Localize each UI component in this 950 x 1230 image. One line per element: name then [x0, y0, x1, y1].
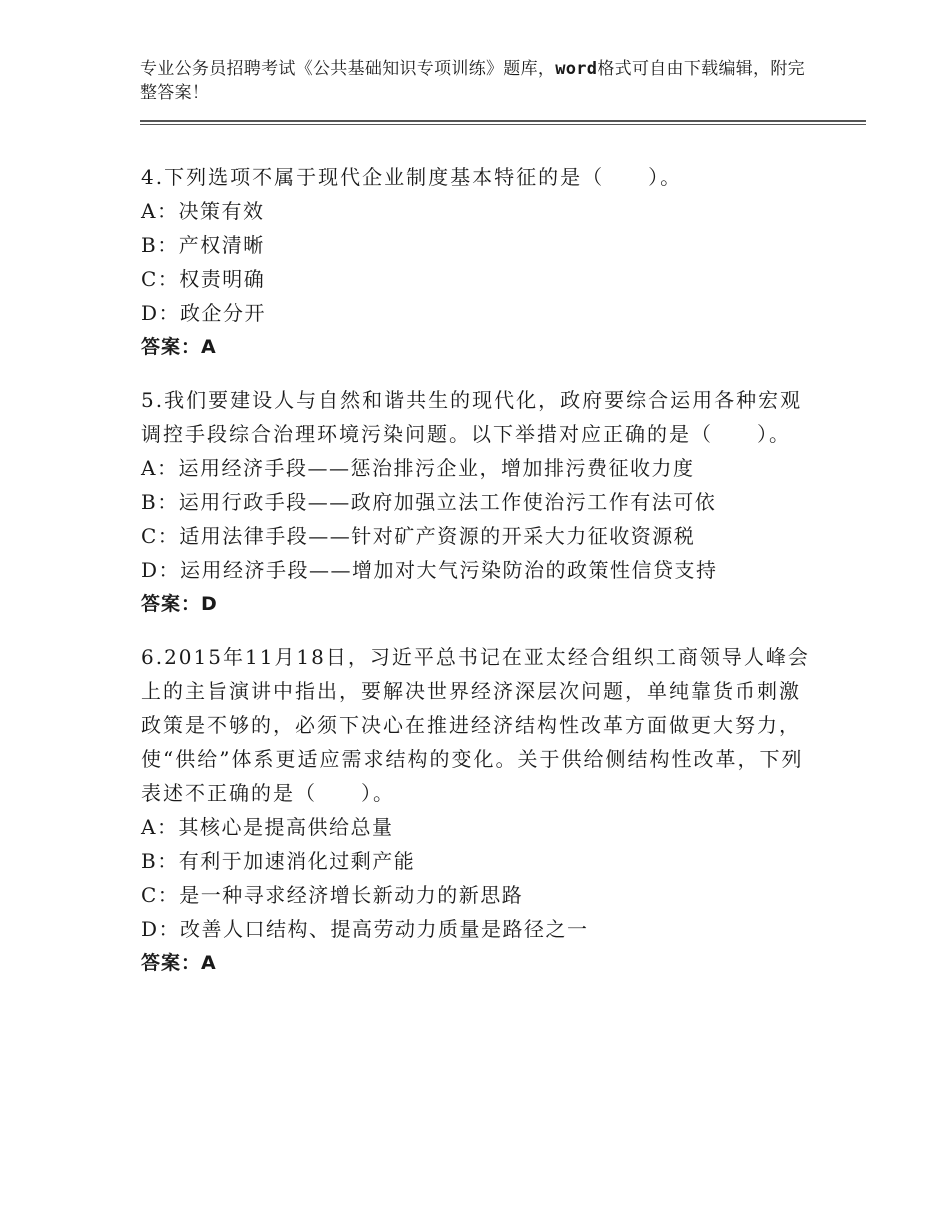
option-b: B：产权清晰 — [141, 233, 265, 257]
question-stem: 4.下列选项不属于现代企业制度基本特征的是（ ）。 — [141, 165, 683, 189]
option-b: B：运用行政手段——政府加强立法工作使治污工作有法可依 — [141, 490, 717, 514]
option-a: A：决策有效 — [141, 199, 265, 223]
question-stem: 6.2015年11月18日，习近平总书记在亚太经合组织工商领导人峰会上的主旨演讲中指出，要解决世界经济深层次问题，单纯靠货币刺激政策是不够的，必须下决心在推进经济结构性改革方面做更大努力，使“供给”体系更适应需求结构的变化。关于供给侧结构性改革，下列表述不正确的是（ ）。 — [141, 645, 810, 805]
option-c: C：适用法律手段——针对矿产资源的开采大力征收资源税 — [141, 524, 696, 548]
question-5 — [141, 383, 821, 621]
question-stem: 5.我们要建设人与自然和谐共生的现代化，政府要综合运用各种宏观调控手段综合治理环境污染问题。以下举措对应正确的是（ ）。 — [141, 388, 803, 446]
header-text-after: 格式可自由下载编辑，附完整答案！ — [140, 59, 805, 103]
header-divider-thick — [140, 120, 866, 122]
option-d: D：运用经济手段——增加对大气污染防治的政策性信贷支持 — [141, 558, 718, 582]
answer-label: 答案：A — [141, 952, 217, 974]
question-6 — [141, 640, 821, 980]
option-a: A：运用经济手段——惩治排污企业，增加排污费征收力度 — [141, 456, 695, 480]
answer-label: 答案：A — [141, 336, 217, 358]
header-text-before: 专业公务员招聘考试《公共基础知识专项训练》题库， — [140, 59, 556, 79]
header-divider-thin — [140, 124, 866, 125]
option-b: B：有利于加速消化过剩产能 — [141, 849, 416, 873]
question-4 — [141, 160, 821, 364]
header-word: word — [555, 59, 598, 79]
option-d: D：改善人口结构、提高劳动力质量是路径之一 — [141, 917, 589, 941]
answer-label: 答案：D — [141, 593, 218, 615]
question-list — [141, 160, 821, 999]
option-c: C：是一种寻求经济增长新动力的新思路 — [141, 883, 524, 907]
option-d: D：政企分开 — [141, 301, 267, 325]
option-a: A：其核心是提高供给总量 — [141, 815, 394, 839]
page-header — [140, 57, 820, 105]
option-c: C：权责明确 — [141, 267, 266, 291]
